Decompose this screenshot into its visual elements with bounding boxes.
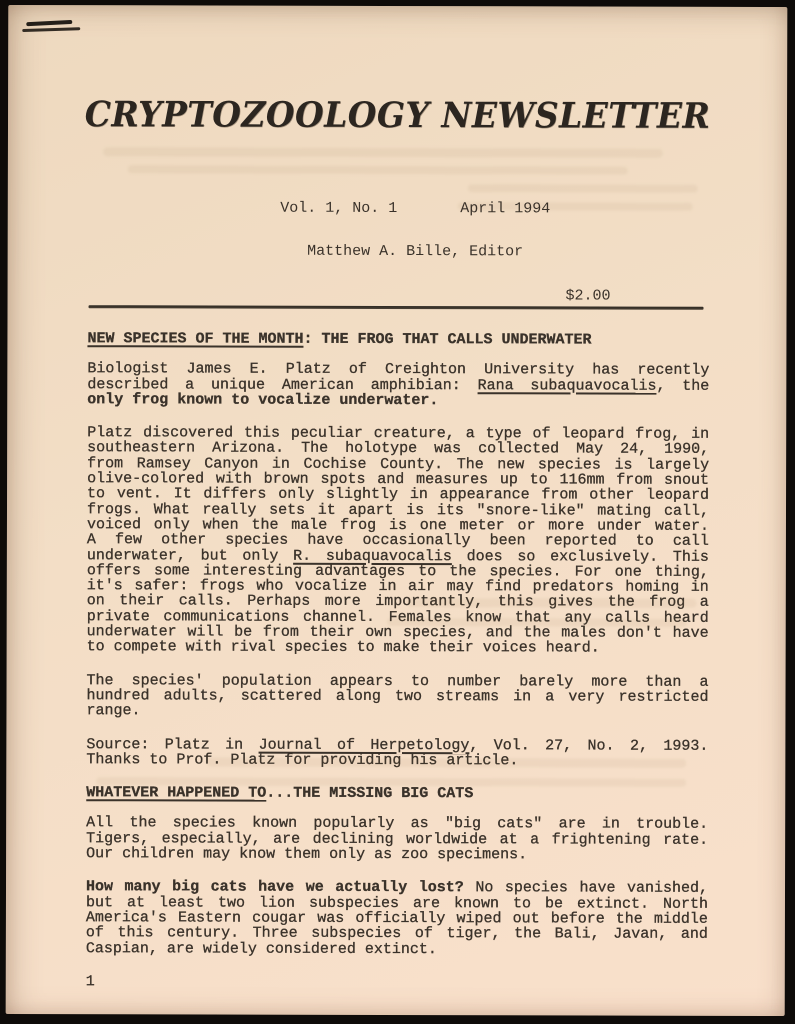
text-segment: to compete with rival species to make their voices heard.	[86, 638, 600, 657]
text-segment: to vent. It differs only slightly in appearance from other leopard	[87, 485, 710, 505]
bleedthrough-smudge	[387, 618, 687, 627]
text-segment: does so exclusively. This	[451, 547, 709, 566]
text-segment: Source: Platz in	[86, 735, 259, 754]
text-segment: No species have vanished,	[463, 879, 709, 898]
text-segment: frogs. What really sets it apart is its "snore-like" mating call,	[86, 500, 710, 520]
paragraph	[87, 361, 709, 409]
text-segment: hundred adults, scattered along two streams in a very restricted	[86, 687, 709, 706]
text-line	[87, 392, 709, 409]
text-segment: Rana subaquavocalis	[477, 376, 657, 395]
text-line	[86, 688, 708, 705]
text-segment: on their calls. Perhaps more importantly, this gives the frog a	[86, 592, 709, 612]
text-line	[86, 703, 708, 720]
text-segment: offers some interesting advantages to the species. For one thing,	[86, 562, 709, 581]
text-segment: described a unique American amphibian:	[87, 375, 478, 394]
text-segment: Tigers, especially, are declining worldwide at a frightening rate.	[86, 829, 709, 849]
text-segment: Platz discovered this peculiar creature, a type of leopard frog, in	[87, 424, 710, 444]
issue-info	[26, 173, 795, 289]
article-section	[86, 785, 708, 957]
text-segment: underwater, but only	[86, 546, 294, 565]
text-segment: All the species known popularly as "big cats" are in trouble.	[86, 814, 709, 834]
volume-line: Vol. 1, No. 1 April 1994	[280, 199, 551, 218]
text-segment: , Vol. 27, No. 2, 1993.	[469, 736, 709, 755]
text-segment: Thanks to Prof. Platz for providing his article.	[86, 751, 519, 770]
text-segment: Our children may know them only as zoo specimens.	[86, 845, 528, 864]
bleedthrough-smudge	[96, 777, 686, 787]
text-segment: of this century. Three subspecies of tiger, the Bali, Javan, and	[85, 924, 708, 944]
text-segment: underwater will be from their own species, and the males don't have	[86, 623, 709, 642]
text-segment: voiced only when the male frog is one meter or more under water.	[86, 516, 709, 535]
editor-line: Matthew A. Bille, Editor	[307, 242, 524, 261]
text-segment: but at least two lion subspecies are known to be extinct. North	[85, 893, 708, 913]
text-segment: A few other species have occasionally been reported to call	[86, 531, 709, 551]
paragraph	[86, 816, 708, 864]
bleedthrough-smudge	[206, 758, 686, 768]
articles	[6, 308, 787, 991]
article-heading	[86, 785, 708, 802]
text-segment: How many big cats have we actually lost?	[85, 878, 464, 897]
text-segment: only frog known to vocalize underwater.	[87, 391, 439, 409]
text-segment: Biologist James E. Platz of Creighton University has recently	[87, 360, 710, 380]
article-section	[86, 331, 709, 769]
article-heading	[87, 331, 709, 348]
text-segment: ...THE MISSING BIG CATS	[266, 784, 474, 803]
bleedthrough-smudge	[103, 147, 663, 157]
text-segment: R. subaquavocalis	[293, 547, 452, 565]
text-segment: WHATEVER HAPPENED TO	[86, 784, 267, 802]
text-segment: from Ramsey Canyon in Cochise County. The new species is largely	[87, 454, 710, 474]
text-segment: : THE FROG THAT CALLS UNDERWATER	[303, 330, 592, 349]
text-segment: NEW SPECIES OF THE MONTH	[87, 330, 304, 348]
text-segment: olive-colored with brown spots and measures up to 116mm from snout	[87, 470, 710, 489]
staple-bar	[26, 20, 72, 26]
text-segment: America's Eastern cougar was officially wiped out before the middle	[85, 909, 708, 928]
text-line	[87, 640, 709, 657]
paragraph	[86, 673, 708, 721]
text-line	[86, 941, 708, 958]
staple-mark	[20, 15, 90, 37]
paragraph	[86, 880, 708, 958]
text-segment: private communications channel. Females know that any calls heard	[86, 607, 709, 627]
text-segment: Caspian, are widely considered extinct.	[85, 939, 437, 958]
newsletter-page	[6, 5, 788, 1016]
text-segment: range.	[86, 702, 141, 720]
text-segment: , the	[656, 377, 710, 395]
bleedthrough-smudge	[407, 598, 697, 608]
text-segment: southeastern Arizona. The holotype was collected May 24, 1990,	[87, 439, 710, 459]
text-segment: Journal of Herpetology	[258, 736, 470, 754]
newsletter-title: CRYPTOZOOLOGY NEWSLETTER	[84, 94, 711, 137]
text-segment: The species' population appears to number barely more than a	[86, 671, 709, 691]
text-segment: it's safer: frogs who vocalize in air may find predators homing in	[86, 577, 709, 596]
text-line	[86, 846, 708, 863]
staple-bar	[22, 27, 80, 32]
price: $2.00	[565, 287, 611, 305]
page-number: 1	[85, 972, 95, 991]
